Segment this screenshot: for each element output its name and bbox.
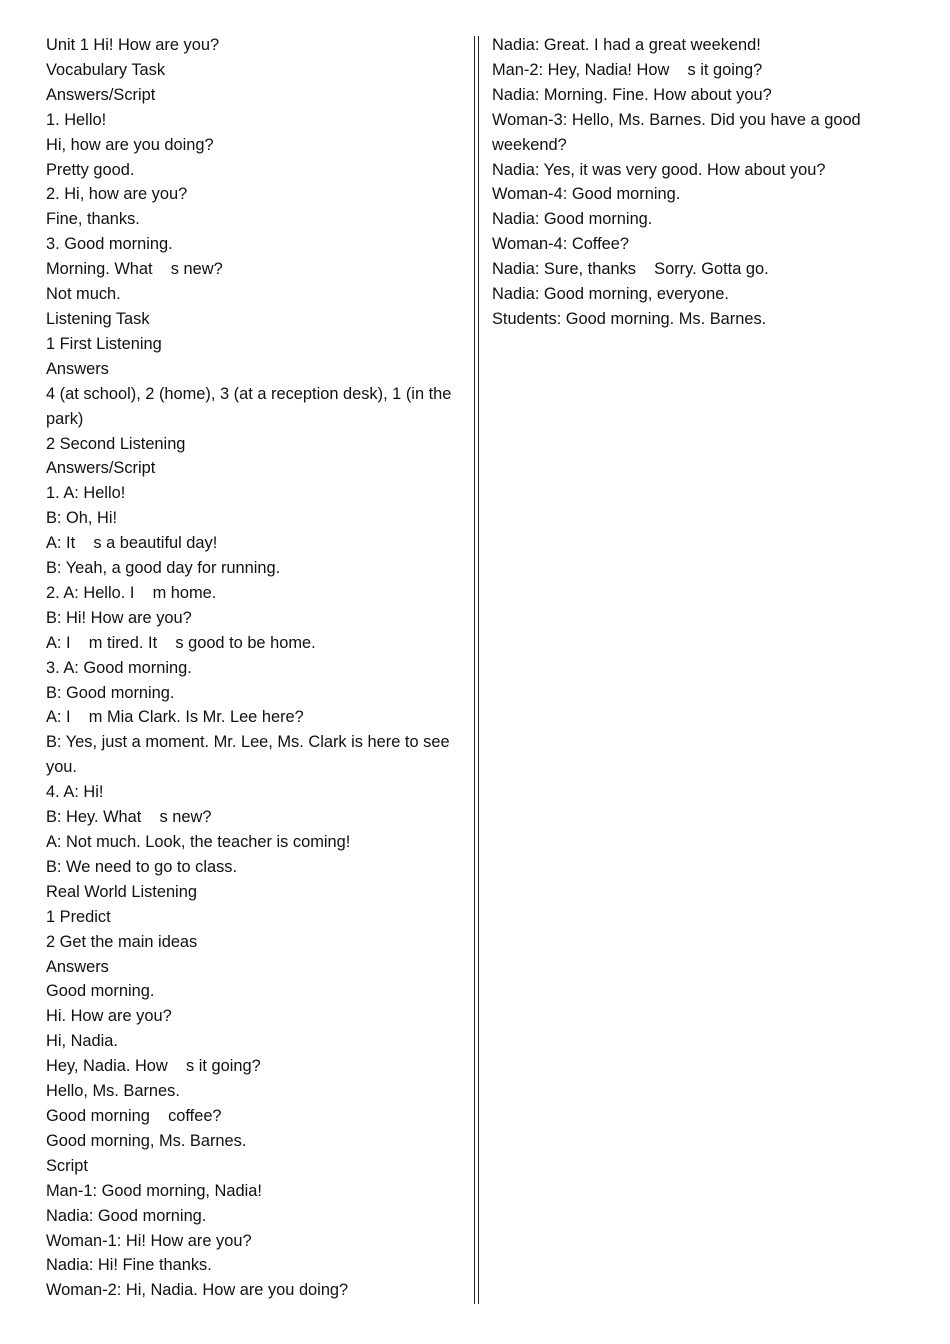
column-divider [478, 36, 479, 1304]
text-line: Good morning. [46, 982, 155, 1001]
script-line: Students: Good morning. Ms. Barnes. [492, 309, 767, 328]
subsection-heading: 1 First Listening [46, 334, 162, 353]
text-line: A: Not much. Look, the teacher is coming! [46, 833, 351, 851]
text-line: Hi. How are you? [46, 1007, 172, 1026]
unit-title: Unit 1 Hi! How are you? [46, 36, 220, 54]
left-column [46, 33, 461, 1303]
text-line: B: Hey. What s new? [46, 808, 212, 827]
subsection-heading: 2 Second Listening [46, 434, 186, 453]
script-line: Nadia: Good morning. [46, 1206, 207, 1225]
text-line: 4 (at school), 2 (home), 3 (at a reception desk), 1 (in the park) [46, 384, 456, 428]
text-line: B: Good morning. [46, 683, 175, 702]
subsection-heading: 2 Get the main ideas [46, 932, 198, 951]
script-line: Woman-2: Hi, Nadia. How are you doing? [46, 1281, 349, 1300]
script-line: Woman-3: Hello, Ms. Barnes. Did you have a good weekend? [492, 110, 866, 154]
text-line: A: It s a beautiful day! [46, 534, 218, 553]
subsection-heading: 1 Predict [46, 907, 111, 926]
text-line: Good morning, Ms. Barnes. [46, 1131, 247, 1150]
text-line: B: Yeah, a good day for running. [46, 559, 281, 578]
script-line: Nadia: Sure, thanks Sorry. Gotta go. [492, 260, 769, 279]
right-column [492, 33, 912, 332]
script-line: Nadia: Morning. Fine. How about you? [492, 85, 772, 104]
text-line: 3. A: Good morning. [46, 658, 192, 677]
script-line: Woman-4: Coffee? [492, 235, 629, 254]
text-line: Good morning coffee? [46, 1106, 222, 1125]
text-line: Morning. What s new? [46, 260, 223, 279]
text-line: B: Yes, just a moment. Mr. Lee, Ms. Clark is here to see you. [46, 733, 455, 777]
text-line: 3. Good morning. [46, 235, 173, 254]
script-line: Nadia: Good morning. [492, 210, 653, 229]
text-line: Hi, Nadia. [46, 1032, 118, 1051]
script-line: Nadia: Good morning, everyone. [492, 285, 729, 304]
script-line: Man-2: Hey, Nadia! How s it going? [492, 60, 763, 79]
section-heading: Listening Task [46, 309, 150, 328]
text-line: Hey, Nadia. How s it going? [46, 1057, 261, 1076]
subsection-heading: Answers/Script [46, 459, 156, 478]
text-line: 2. A: Hello. I m home. [46, 583, 217, 602]
subsection-heading: Answers/Script [46, 85, 156, 104]
script-line: Woman-1: Hi! How are you? [46, 1231, 252, 1250]
text-line: 2. Hi, how are you? [46, 185, 188, 204]
text-line: Hello, Ms. Barnes. [46, 1082, 180, 1101]
text-line: B: We need to go to class. [46, 857, 238, 876]
text-line: 4. A: Hi! [46, 783, 104, 802]
script-line: Nadia: Great. I had a great weekend! [492, 36, 761, 54]
subsection-heading: Answers [46, 957, 109, 976]
text-line: Hi, how are you doing? [46, 135, 214, 154]
subsection-heading: Answers [46, 359, 109, 378]
script-line: Woman-4: Good morning. [492, 185, 681, 204]
section-heading: Real World Listening [46, 882, 197, 901]
script-line: Nadia: Yes, it was very good. How about you? [492, 160, 826, 179]
text-line: A: I m tired. It s good to be home. [46, 633, 316, 652]
text-line: 1. Hello! [46, 110, 107, 129]
text-line: 1. A: Hello! [46, 484, 126, 503]
text-line: A: I m Mia Clark. Is Mr. Lee here? [46, 708, 304, 727]
text-line: B: Oh, Hi! [46, 509, 118, 528]
script-line: Nadia: Hi! Fine thanks. [46, 1256, 212, 1275]
text-line: Pretty good. [46, 160, 135, 179]
section-heading: Vocabulary Task [46, 60, 166, 79]
text-line: Fine, thanks. [46, 210, 140, 229]
column-divider [474, 36, 475, 1304]
text-line: Not much. [46, 285, 121, 304]
text-line: B: Hi! How are you? [46, 608, 192, 627]
subsection-heading: Script [46, 1156, 88, 1175]
script-line: Man-1: Good morning, Nadia! [46, 1181, 262, 1200]
